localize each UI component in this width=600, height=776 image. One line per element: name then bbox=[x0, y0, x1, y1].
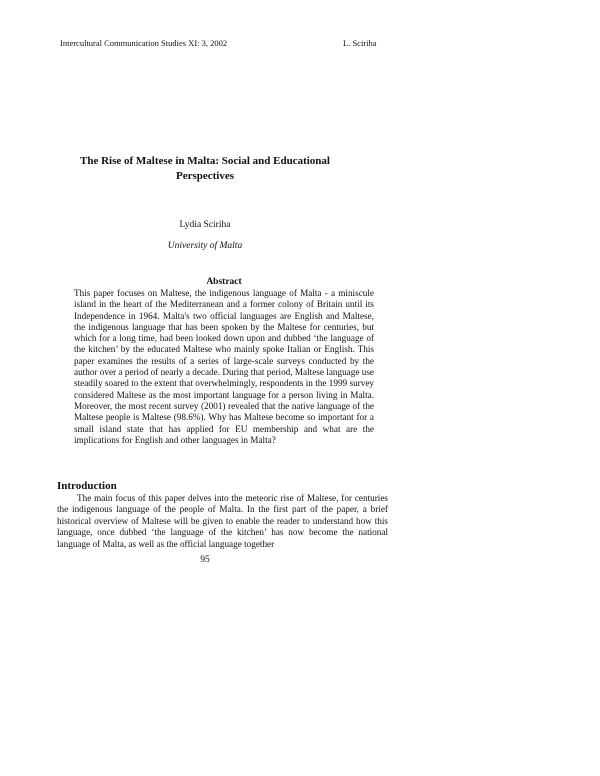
paper-title: The Rise of Maltese in Malta: Social and Educational Perspectives bbox=[80, 155, 330, 182]
abstract-heading: Abstract bbox=[206, 277, 242, 287]
introduction-heading: Introduction bbox=[57, 480, 117, 492]
introduction-text: The main focus of this paper delves into the meteoric rise of Maltese, for centuries the indigenous language of the people of Malta. In the first part of the paper, a brief historical overview of Maltese will be given to enable the reader to understand how this language, once dubbed ‘the language of the kitchen’ has now become the national language of Malta, as well as the official language together bbox=[57, 493, 388, 549]
running-header-journal: Intercultural Communication Studies XI: 3, 2002 bbox=[60, 38, 228, 48]
abstract-text: This paper focuses on Maltese, the indigenous language of Malta - a miniscule island in the heart of the Mediterranean and a former colony of Britain until its Independence in 1964. Malta's two official languages are English and Maltese, the indigenous language that has been spoken by the Maltese for centuries, but which for a long time, had been looked down upon and dubbed ‘the language of the kitchen’ by the educated Maltese who mainly spoke Italian or English. This paper examines the results of a series of large-scale surveys conducted by the author over a period of nearly a decade. During that period, Maltese language use steadily soared to the extent that overwhelmingly, respondents in the 1999 survey considered Maltese as the most important language for a person living in Malta. Moreover, the most recent survey (2001) revealed that the native language of the Maltese people is Maltese (98.6%). Why has Maltese become so important for a small island state that has applied for EU membership and what are the implications for English and other languages in Malta? bbox=[74, 288, 374, 445]
author-affiliation: University of Malta bbox=[167, 241, 243, 251]
running-header-author: L. Sciriha bbox=[343, 38, 377, 48]
page-number: 95 bbox=[200, 555, 210, 565]
author-name: Lydia Sciriha bbox=[179, 220, 231, 230]
